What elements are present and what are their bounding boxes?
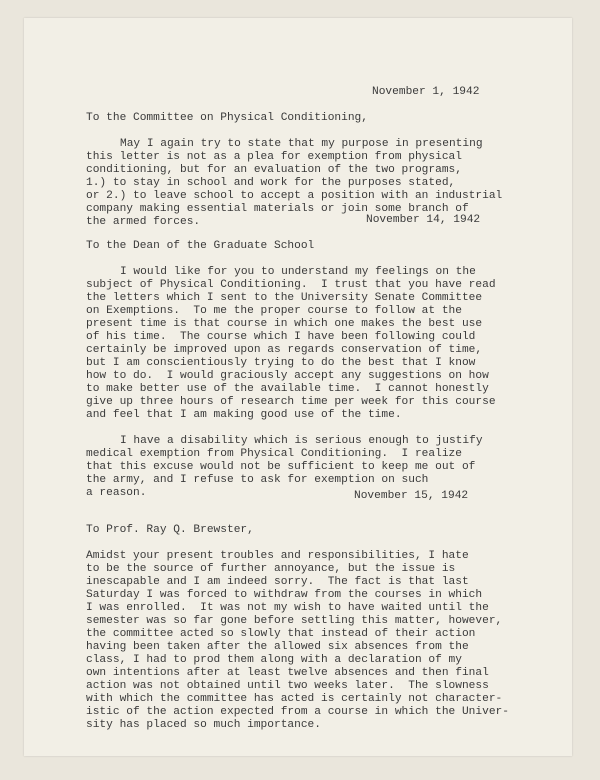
letter1-line: 1.) to stay in school and work for the purposes stated,	[86, 177, 456, 189]
letter1-line: company making essential materials or join some branch of	[86, 203, 469, 215]
letter1-line: or 2.) to leave school to accept a position with an industrial	[86, 190, 503, 202]
letter2-line: and feel that I am making good use of the time.	[86, 409, 402, 421]
letter3-line: the committee acted so slowly that instead of their action	[86, 628, 476, 640]
letter2-line: the army, and I refuse to ask for exemption on such	[86, 474, 429, 486]
letter2-date: November 14, 1942	[366, 214, 481, 226]
letter2-line: on Exemptions. To me the proper course to follow at the	[86, 305, 462, 317]
letter3-line: action was not obtained until two weeks later. The slowness	[86, 680, 489, 692]
letter2-line: subject of Physical Conditioning. I trust that you have read	[86, 279, 496, 291]
letter2-line: a reason.	[86, 487, 147, 499]
letter3-line: istic of the action expected from a course in which the Univer-	[86, 706, 509, 718]
letter3-date: November 15, 1942	[354, 490, 469, 502]
letter2-line: the letters which I sent to the University Senate Committee	[86, 292, 483, 304]
letter3-line: having been taken after the allowed six absences from the	[86, 641, 469, 653]
letter2-line: of his time. The course which I have been following could	[86, 331, 476, 343]
letter2-line: to make better use of the available time. I cannot honestly	[86, 383, 489, 395]
letter3-line: Amidst your present troubles and responsibilities, I hate	[86, 550, 469, 562]
letter1-line: this letter is not as a plea for exemption from physical	[86, 151, 462, 163]
letter3-line: class, I had to prod them along with a declaration of my	[86, 654, 462, 666]
letter2-line: how to do. I would graciously accept any suggestions on how	[86, 370, 489, 382]
letter3-line: inescapable and I am indeed sorry. The fact is that last	[86, 576, 469, 588]
letter2-line: but I am conscientiously trying to do the best that I know	[86, 357, 476, 369]
letter3-line: semester was so far gone before settling this matter, however,	[86, 615, 503, 627]
letter3-line: Saturday I was forced to withdraw from the courses in which	[86, 589, 483, 601]
letter3-line: to be the source of further annoyance, but the issue is	[86, 563, 456, 575]
letter1-line: the armed forces.	[86, 216, 201, 228]
letter2-line: I have a disability which is serious enough to justify	[120, 435, 483, 447]
letter3-line: sity has placed so much importance.	[86, 719, 321, 731]
letter2-line: present time is that course in which one makes the best use	[86, 318, 483, 330]
letter3-line: I was enrolled. It was not my wish to have waited until the	[86, 602, 489, 614]
letter1-line: May I again try to state that my purpose in presenting	[120, 138, 483, 150]
letter2-line: give up three hours of research time per week for this course	[86, 396, 496, 408]
typed-page	[24, 18, 572, 756]
letter2-line: certainly be improved upon as regards conservation of time,	[86, 344, 483, 356]
letter2-salutation: To the Dean of the Graduate School	[86, 240, 315, 252]
letter2-line: that this excuse would not be sufficient to keep me out of	[86, 461, 476, 473]
letter2-line: medical exemption from Physical Conditioning. I realize	[86, 448, 462, 460]
letter1-date: November 1, 1942	[372, 86, 480, 98]
letter2-line: I would like for you to understand my feelings on the	[120, 266, 476, 278]
letter3-line: with which the committee has acted is certainly not character-	[86, 693, 503, 705]
letter3-line: own intentions after at least twelve absences and then final	[86, 667, 489, 679]
letter3-salutation: To Prof. Ray Q. Brewster,	[86, 524, 254, 536]
letter1-line: conditioning, but for an evaluation of the two programs,	[86, 164, 462, 176]
letter1-salutation: To the Committee on Physical Conditioning,	[86, 112, 368, 124]
